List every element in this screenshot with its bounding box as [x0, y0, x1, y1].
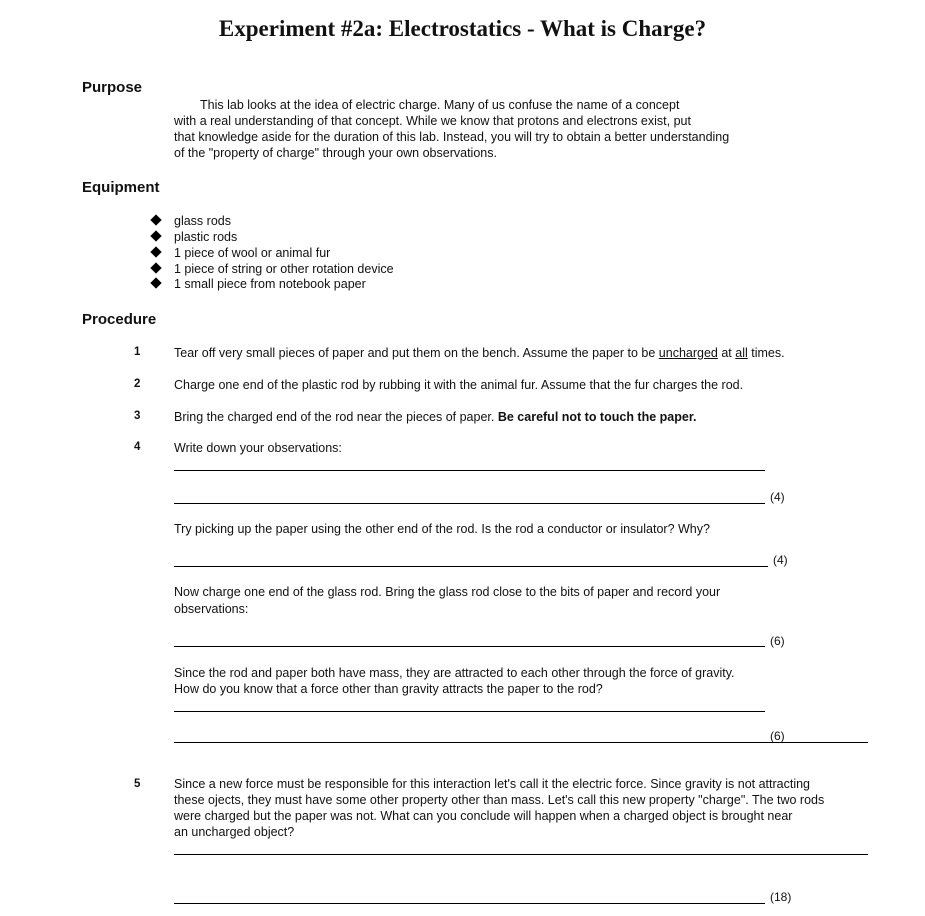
step-1-pre: Tear off very small pieces of paper and put them on the bench. Assume the paper to be — [174, 346, 659, 360]
answer-line[interactable] — [174, 903, 765, 904]
equipment-item: 1 piece of string or other rotation device — [174, 262, 394, 276]
step-5-line: an uncharged object? — [174, 825, 295, 839]
step-4-question-4: How do you know that a force other than gravity attracts the paper to the rod? — [174, 682, 603, 696]
purpose-line: with a real understanding of that concept. While we know that protons and electrons exist, put — [174, 114, 691, 128]
step-number: 1 — [134, 346, 141, 358]
answer-line[interactable] — [174, 470, 765, 471]
equipment-item: glass rods — [174, 214, 231, 228]
step-4-prompt: Write down your observations: — [174, 441, 342, 455]
answer-line[interactable] — [174, 854, 868, 855]
step-number: 4 — [134, 441, 141, 453]
step-4-question-2: Try picking up the paper using the other end of the rod. Is the rod a conductor or insulator? Why? — [174, 522, 710, 536]
step-number: 2 — [134, 378, 141, 390]
bullet-icon — [150, 214, 161, 225]
points-label: (4) — [773, 553, 788, 567]
points-label: (18) — [770, 890, 792, 904]
bullet-icon — [150, 262, 161, 273]
answer-line[interactable] — [174, 711, 765, 712]
step-5-line: these ojects, they must have some other property other than mass. Let's call this new property "charge". The two rods — [174, 793, 825, 807]
step-4-question-3: Now charge one end of the glass rod. Bring the glass rod close to the bits of paper and record your — [174, 585, 721, 599]
step-1-post: times. — [747, 346, 785, 360]
step-5-line: were charged but the paper was not. What can you conclude will happen when a charged object is brought near — [174, 809, 793, 823]
step-1-text — [174, 345, 785, 361]
answer-line[interactable] — [174, 646, 765, 647]
step-number: 5 — [134, 778, 141, 790]
step-2-text: Charge one end of the plastic rod by rubbing it with the animal fur. Assume that the fur charges the rod. — [174, 378, 744, 392]
purpose-line: of the "property of charge" through your own observations. — [174, 146, 497, 160]
purpose-line: that knowledge aside for the duration of this lab. Instead, you will try to obtain a better understanding — [174, 130, 730, 144]
bullet-icon — [150, 230, 161, 241]
bullet-icon — [150, 246, 161, 257]
step-1-underline: uncharged — [658, 346, 718, 360]
procedure-heading: Procedure — [82, 311, 157, 328]
points-label: (4) — [770, 490, 785, 504]
step-1-underline: all — [735, 346, 748, 360]
step-5-line: Since a new force must be responsible for this interaction let's call it the electric force. Since gravity is not attracting — [174, 777, 811, 791]
points-label: (6) — [770, 729, 785, 743]
purpose-heading: Purpose — [82, 79, 143, 96]
step-3-text — [174, 409, 696, 425]
equipment-item: 1 piece of wool or animal fur — [174, 246, 331, 260]
step-4-question-4: Since the rod and paper both have mass, they are attracted to each other through the force of gravity. — [174, 666, 735, 680]
answer-line[interactable] — [174, 742, 868, 743]
equipment-item: plastic rods — [174, 230, 238, 244]
equipment-item: 1 small piece from notebook paper — [174, 277, 366, 291]
answer-line[interactable] — [174, 566, 768, 567]
answer-line[interactable] — [174, 503, 765, 504]
step-3-warning: Be careful not to touch the paper. — [497, 410, 697, 424]
step-1-mid: at — [717, 346, 736, 360]
equipment-heading: Equipment — [82, 179, 160, 196]
step-number: 3 — [134, 410, 141, 422]
page-title: Experiment #2a: Electrostatics - What is Charge? — [218, 16, 707, 41]
step-3-plain: Bring the charged end of the rod near the pieces of paper. — [174, 410, 498, 424]
step-4-question-3: observations: — [174, 602, 249, 616]
points-label: (6) — [770, 634, 785, 648]
bullet-icon — [150, 277, 161, 288]
purpose-line: This lab looks at the idea of electric charge. Many of us confuse the name of a concept — [200, 98, 680, 112]
